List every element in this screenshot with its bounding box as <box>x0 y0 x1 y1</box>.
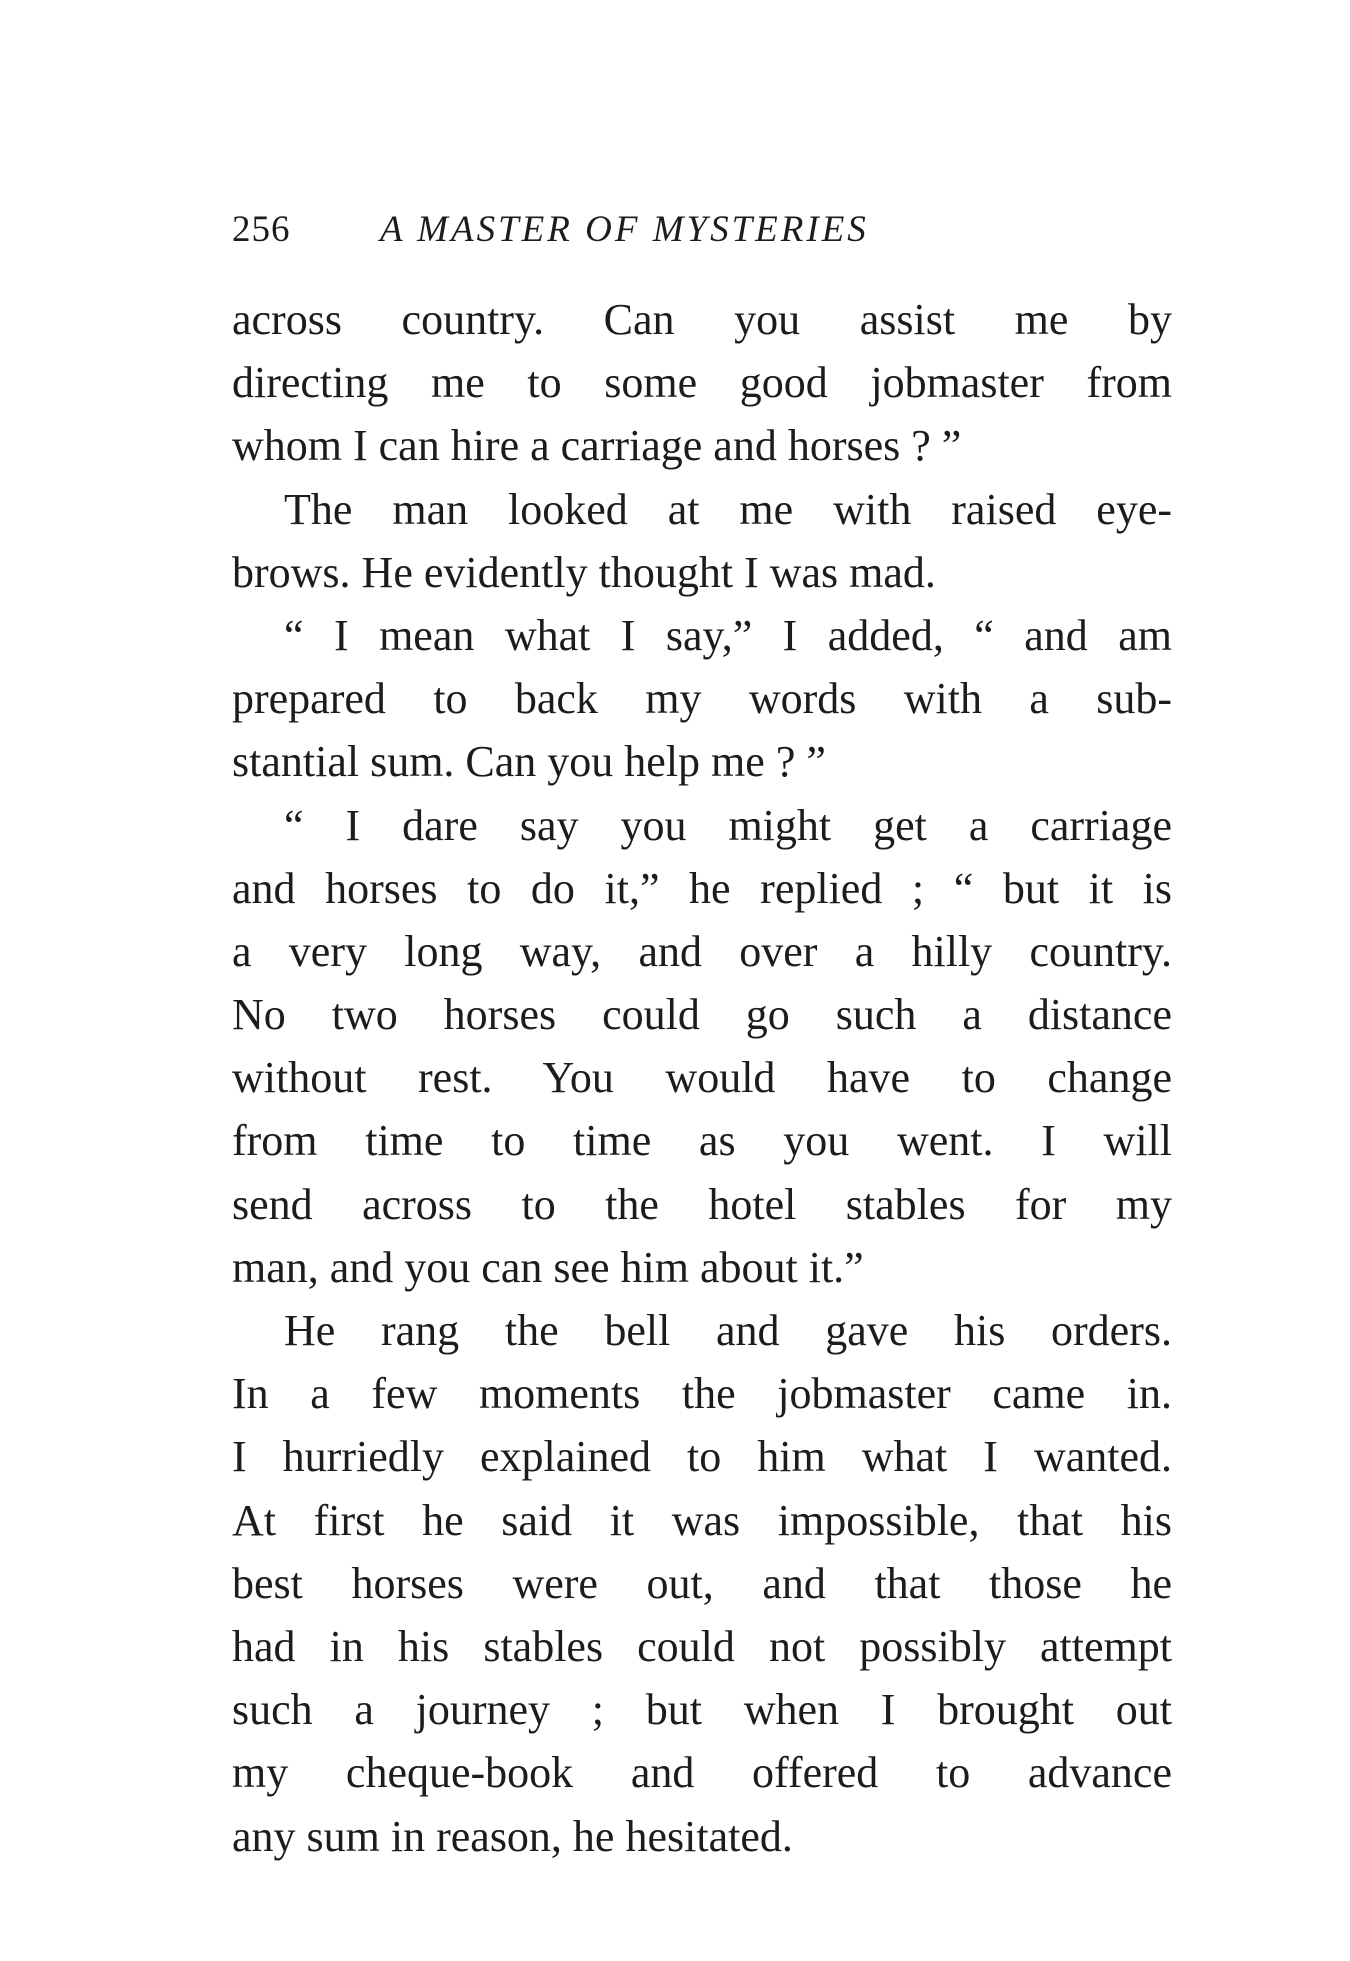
text-line: best horses were out, and that those he <box>232 1558 1172 1608</box>
text-line: prepared to back my words with a sub- <box>232 674 1172 724</box>
running-title: A MASTER OF MYSTERIES <box>380 209 869 250</box>
text-line: directing me to some good jobmaster from <box>232 358 1172 408</box>
text-line: and horses to do it,” he replied ; “ but it is <box>232 863 1172 913</box>
page-number: 256 <box>232 209 291 250</box>
text-line: a very long way, and over a hilly country. <box>232 926 1172 976</box>
text-line: across country. Can you assist me by <box>232 295 1172 344</box>
text-line: without rest. You would have to change <box>232 1053 1172 1103</box>
text-line: I hurriedly explained to him what I wanted. <box>232 1432 1172 1482</box>
text-line: my cheque-book and offered to advance <box>232 1748 1172 1798</box>
text-line: The man looked at me with raised eye- <box>284 484 1172 534</box>
text-line: “ I mean what I say,” I added, “ and am <box>284 610 1172 660</box>
text-line: He rang the bell and gave his orders. <box>284 1306 1172 1355</box>
body-text <box>232 288 1172 1868</box>
text-line: any sum in reason, he hesitated. <box>232 1811 793 1861</box>
text-line: stantial sum. Can you help me ? ” <box>232 737 826 787</box>
text-line: send across to the hotel stables for my <box>232 1179 1172 1229</box>
text-line: whom I can hire a carriage and horses ? ” <box>232 421 962 471</box>
page-header <box>232 200 1172 260</box>
text-line: from time to time as you went. I will <box>232 1116 1172 1166</box>
text-line: At first he said it was impossible, that his <box>232 1495 1172 1545</box>
text-line: had in his stables could not possibly attempt <box>232 1621 1172 1671</box>
text-line: “ I dare say you might get a carriage <box>284 800 1172 850</box>
text-line: such a journey ; but when I brought out <box>232 1685 1172 1735</box>
text-line: In a few moments the jobmaster came in. <box>232 1369 1172 1419</box>
text-line: No two horses could go such a distance <box>232 990 1172 1040</box>
text-line: brows. He evidently thought I was mad. <box>232 547 936 597</box>
text-line: man, and you can see him about it.” <box>232 1242 864 1292</box>
